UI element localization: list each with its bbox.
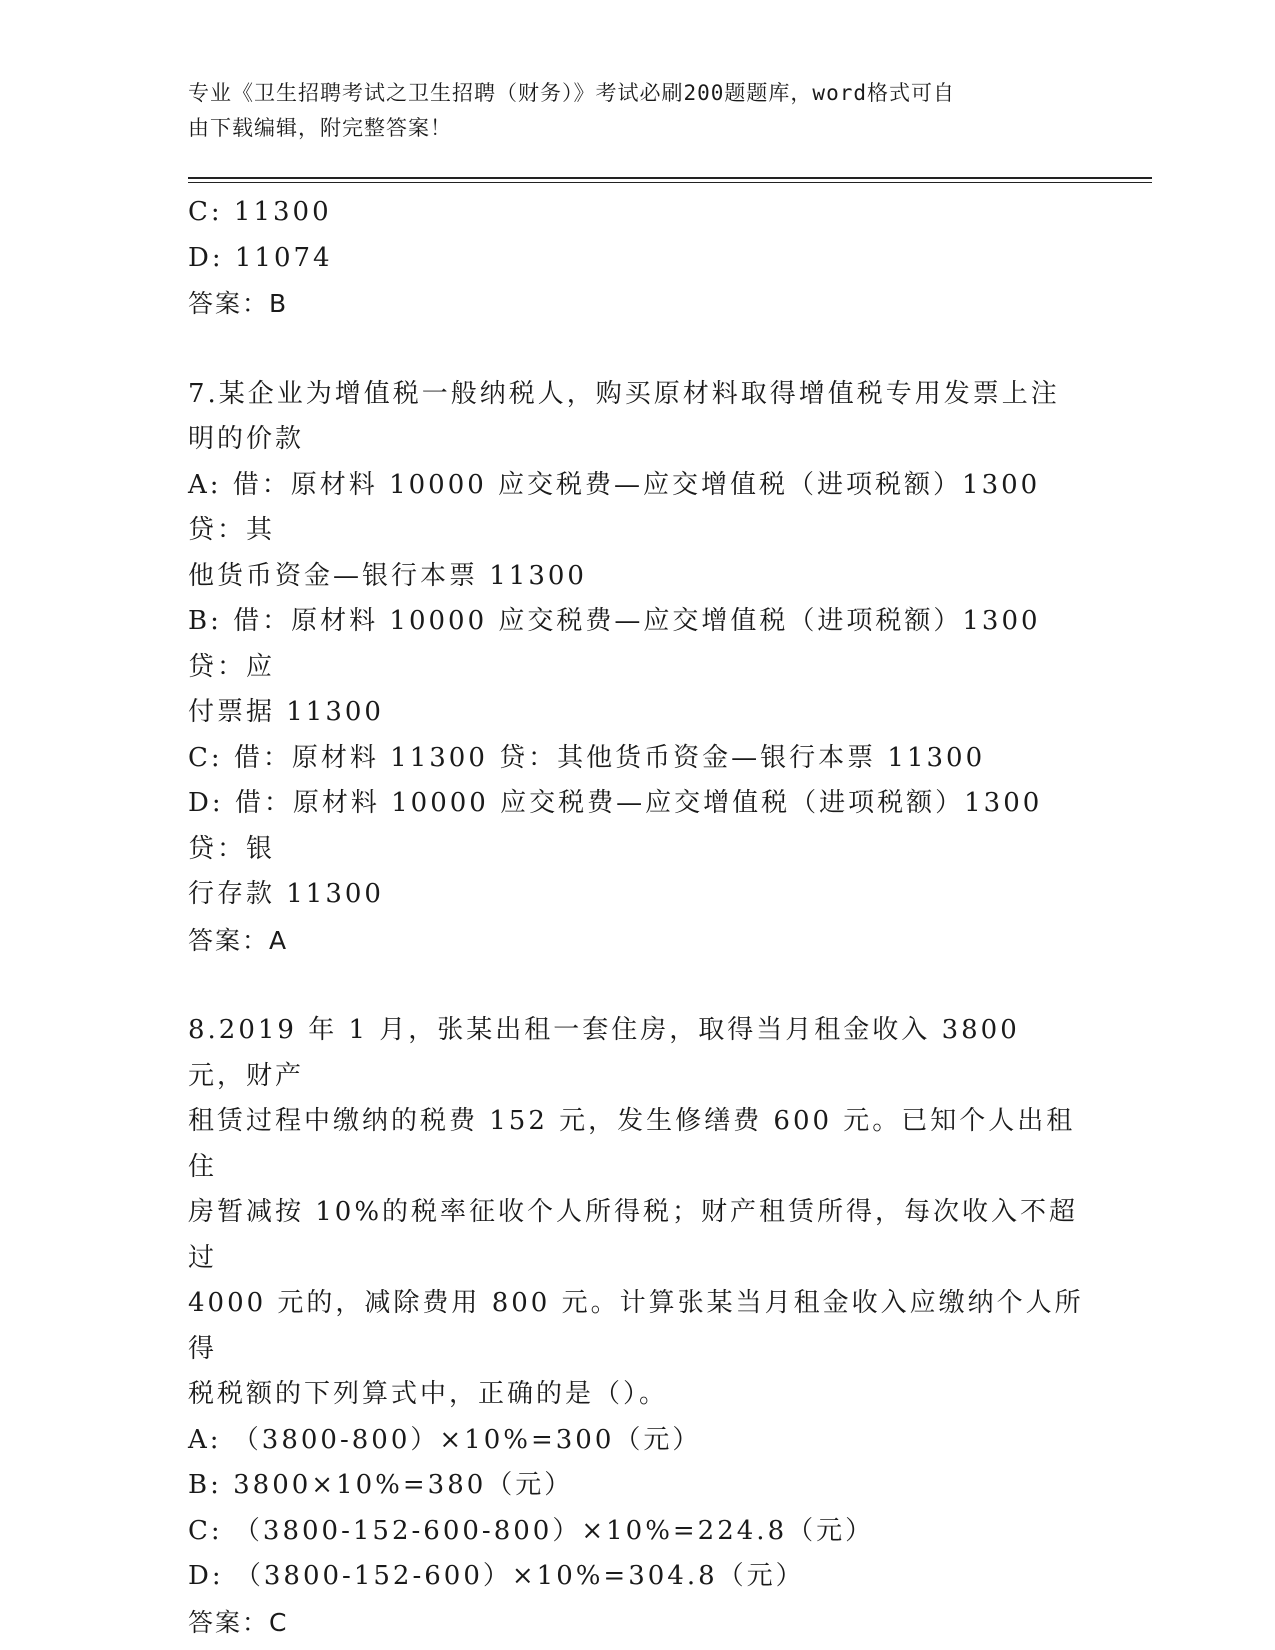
q6-answer: 答案：B bbox=[188, 289, 289, 318]
q8-answer: 答案：C bbox=[188, 1607, 289, 1637]
q7-option-d-line-1: D: 借：原材料 10000 应交税费—应交增值税（进项税额）1300 贷：银 bbox=[188, 788, 1054, 864]
q8-stem-line-3: 房暂减按 10%的税率征收个人所得税；财产租赁所得，每次收入不超过 bbox=[188, 1197, 1079, 1273]
header-divider-thick bbox=[188, 177, 1152, 179]
header-line-1: 专业《卫生招聘考试之卫生招聘（财务）》考试必刷200题题库，word格式可自 bbox=[188, 81, 955, 105]
question-8 bbox=[188, 1008, 1088, 1645]
q7-option-b-line-1: B: 借：原材料 10000 应交税费—应交增值税（进项税额）1300 贷：应 bbox=[188, 606, 1052, 682]
q8-option-a: A: （3800-800）×10%=300（元） bbox=[188, 1424, 702, 1455]
q7-option-d-line-2: 行存款 11300 bbox=[188, 879, 384, 909]
question-6-tail bbox=[188, 190, 1088, 327]
header-divider-thin bbox=[188, 182, 1152, 183]
q8-option-c: C: （3800-152-600-800）×10%=224.8（元） bbox=[188, 1515, 875, 1546]
q6-option-c: C: 11300 bbox=[188, 197, 332, 227]
q8-stem-line-1: 8.2019 年 1 月，张某出租一套住房，取得当月租金收入 3800 元，财产 bbox=[188, 1015, 1032, 1091]
q8-option-d: D: （3800-152-600）×10%=304.8（元） bbox=[188, 1561, 805, 1591]
q8-stem-line-5: 税税额的下列算式中，正确的是（）。 bbox=[188, 1379, 669, 1409]
header-line-2: 由下载编辑，附完整答案！ bbox=[188, 116, 452, 140]
question-7 bbox=[188, 372, 1088, 964]
q8-option-b: B: 3800×10%=380（元） bbox=[188, 1470, 574, 1500]
document-body bbox=[188, 190, 1088, 1645]
q8-stem-line-4: 4000 元的，减除费用 800 元。计算张某当月租金收入应缴纳个人所得 bbox=[188, 1288, 1084, 1364]
q6-option-d: D: 11074 bbox=[188, 242, 333, 273]
q7-option-a-line-1: A: 借：原材料 10000 应交税费—应交增值税（进项税额）1300 贷：其 bbox=[188, 469, 1052, 545]
q7-option-a-line-2: 他货币资金—银行本票 11300 bbox=[188, 560, 587, 591]
q8-stem-line-2: 租赁过程中缴纳的税费 152 元，发生修缮费 600 元。已知个人出租住 bbox=[188, 1106, 1076, 1182]
q7-stem-line-2: 明的价款 bbox=[188, 424, 305, 454]
q7-answer: 答案：A bbox=[188, 925, 289, 955]
q7-option-b-line-2: 付票据 11300 bbox=[188, 697, 384, 727]
document-header bbox=[188, 76, 1068, 146]
q7-option-c: C: 借：原材料 11300 贷：其他货币资金—银行本票 11300 bbox=[188, 742, 986, 773]
q7-stem-line-1: 7.某企业为增值税一般纳税人，购买原材料取得增值税专用发票上注 bbox=[188, 378, 1060, 409]
